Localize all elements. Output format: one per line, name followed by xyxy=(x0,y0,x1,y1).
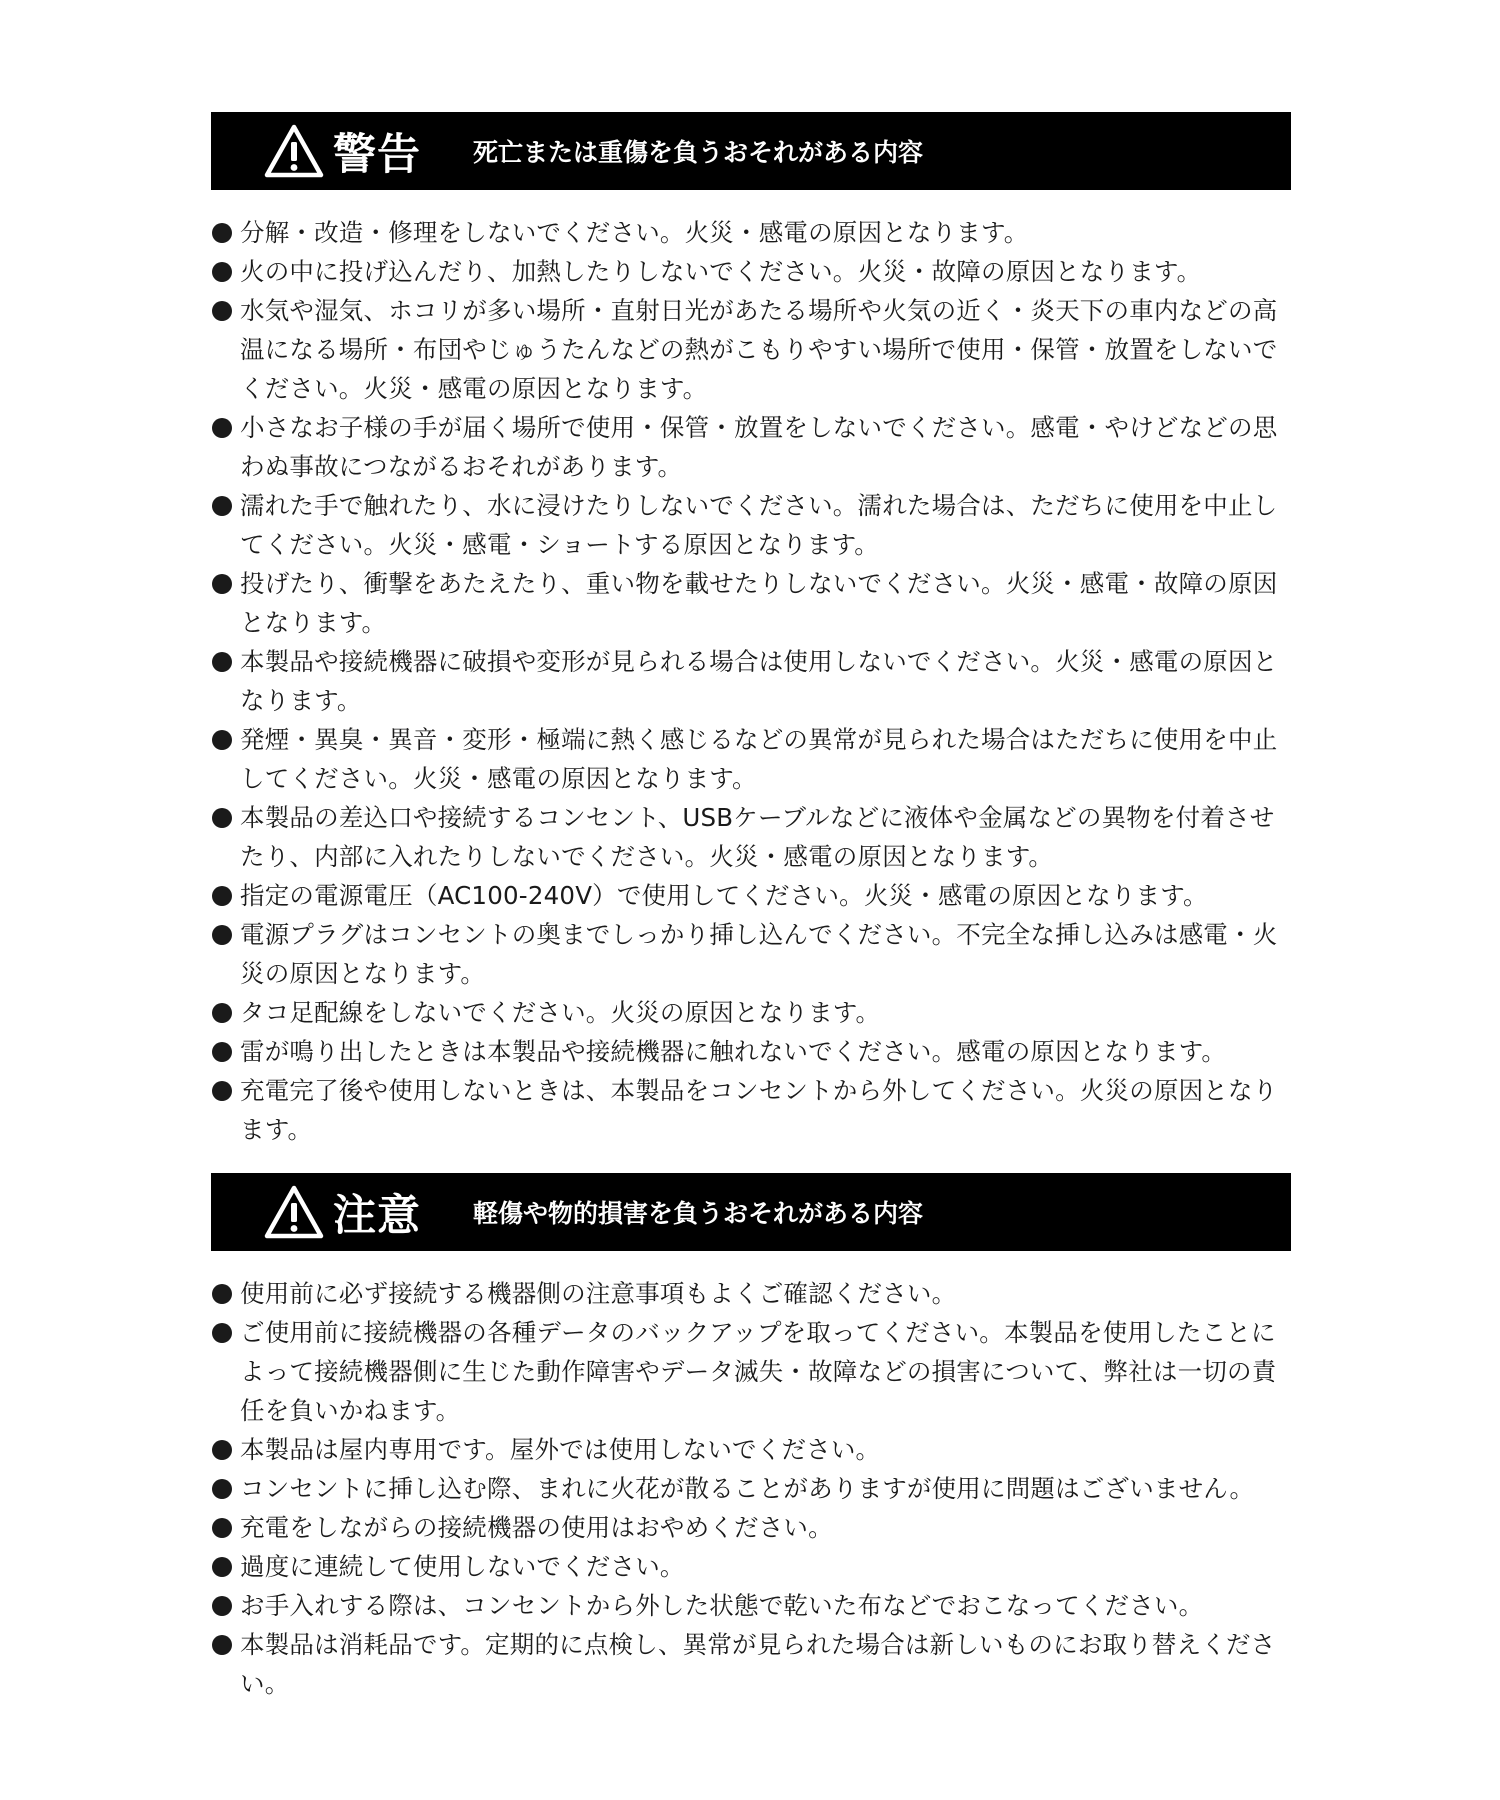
warning-item-text: タコ足配線をしないでください。火災の原因となります。 xyxy=(240,998,881,1027)
caution-item-text: 本製品は消耗品です。定期的に点検し、異常が見られた場合は新しいものにお取り替えください。 xyxy=(240,1630,1276,1698)
warning-subtitle: 死亡または重傷を負うおそれがある内容 xyxy=(473,138,924,167)
warning-item xyxy=(211,915,1291,993)
bullet-icon xyxy=(212,1635,232,1655)
caution-item xyxy=(211,1586,1291,1625)
warning-item xyxy=(211,213,1291,252)
warning-item xyxy=(211,1032,1291,1071)
warning-item-text: 水気や湿気、ホコリが多い場所・直射日光があたる場所や火気の近く・炎天下の車内などの高温になる場所・布団やじゅうたんなどの熱がこもりやすい場所で使用・保管・放置をしないでください。火災・感電の原因となります。 xyxy=(240,296,1278,403)
warning-item-text: 分解・改造・修理をしないでください。火災・感電の原因となります。 xyxy=(240,218,1029,247)
bullet-icon xyxy=(212,925,232,945)
caution-item xyxy=(211,1430,1291,1469)
bullet-icon xyxy=(212,574,232,594)
bullet-icon xyxy=(212,1323,232,1343)
warning-item-text: 火の中に投げ込んだり、加熱したりしないでください。火災・故障の原因となります。 xyxy=(240,257,1202,286)
warning-item-text: 小さなお子様の手が届く場所で使用・保管・放置をしないでください。感電・やけどなどの思わぬ事故につながるおそれがあります。 xyxy=(240,413,1278,481)
warning-item-text: 本製品の差込口や接続するコンセント、USBケーブルなどに液体や金属などの異物を付着させたり、内部に入れたりしないでください。火災・感電の原因となります。 xyxy=(240,803,1275,871)
bullet-icon xyxy=(212,301,232,321)
safety-page xyxy=(211,112,1291,1703)
caution-item-text: ご使用前に接続機器の各種データのバックアップを取ってください。本製品を使用したことによって接続機器側に生じた動作障害やデータ滅失・故障などの損害について、弊社は一切の責任を負いかねます。 xyxy=(240,1318,1277,1425)
caution-item xyxy=(211,1313,1291,1430)
bullet-icon xyxy=(212,1596,232,1616)
caution-item-text: お手入れする際は、コンセントから外した状態で乾いた布などでおこなってください。 xyxy=(240,1591,1204,1620)
warning-item-text: 濡れた手で触れたり、水に浸けたりしないでください。濡れた場合は、ただちに使用を中止してください。火災・感電・ショートする原因となります。 xyxy=(240,491,1278,559)
bullet-icon xyxy=(212,652,232,672)
warning-list xyxy=(211,213,1291,1149)
warning-item-text: 電源プラグはコンセントの奥までしっかり挿し込んでください。不完全な挿し込みは感電・火災の原因となります。 xyxy=(240,920,1278,988)
warning-triangle-icon xyxy=(263,123,325,179)
caution-item-text: コンセントに挿し込む際、まれに火花が散ることがありますが使用に問題はございません。 xyxy=(240,1474,1255,1503)
bullet-icon xyxy=(212,1518,232,1538)
caution-item-text: 充電をしながらの接続機器の使用はおやめください。 xyxy=(240,1513,833,1542)
warning-banner xyxy=(211,112,1291,190)
warning-item xyxy=(211,798,1291,876)
warning-item xyxy=(211,252,1291,291)
warning-item xyxy=(211,1071,1291,1149)
bullet-icon xyxy=(212,1003,232,1023)
caution-item-text: 過度に連続して使用しないでください。 xyxy=(240,1552,685,1581)
caution-item-text: 本製品は屋内専用です。屋外では使用しないでください。 xyxy=(240,1435,881,1464)
bullet-icon xyxy=(212,1081,232,1101)
caution-title: 注意 xyxy=(333,1190,421,1241)
bullet-icon xyxy=(212,1440,232,1460)
warning-item xyxy=(211,993,1291,1032)
bullet-icon xyxy=(212,418,232,438)
warning-item xyxy=(211,408,1291,486)
caution-item xyxy=(211,1625,1291,1703)
bullet-icon xyxy=(212,730,232,750)
warning-item-text: 雷が鳴り出したときは本製品や接続機器に触れないでください。感電の原因となります。 xyxy=(240,1037,1227,1066)
warning-item xyxy=(211,564,1291,642)
warning-item-text: 投げたり、衝撃をあたえたり、重い物を載せたりしないでください。火災・感電・故障の原因となります。 xyxy=(240,569,1278,637)
bullet-icon xyxy=(212,1284,232,1304)
caution-item-text: 使用前に必ず接続する機器側の注意事項もよくご確認ください。 xyxy=(240,1279,957,1308)
bullet-icon xyxy=(212,808,232,828)
warning-item xyxy=(211,486,1291,564)
caution-item xyxy=(211,1547,1291,1586)
bullet-icon xyxy=(212,1042,232,1062)
warning-item-text: 本製品や接続機器に破損や変形が見られる場合は使用しないでください。火災・感電の原因となります。 xyxy=(240,647,1278,715)
warning-item xyxy=(211,291,1291,408)
bullet-icon xyxy=(212,223,232,243)
bullet-icon xyxy=(212,262,232,282)
warning-item xyxy=(211,876,1291,915)
warning-item xyxy=(211,642,1291,720)
caution-item xyxy=(211,1469,1291,1508)
caution-triangle-icon xyxy=(263,1184,325,1240)
bullet-icon xyxy=(212,1557,232,1577)
caution-subtitle: 軽傷や物的損害を負うおそれがある内容 xyxy=(473,1199,924,1228)
warning-item-text: 充電完了後や使用しないときは、本製品をコンセントから外してください。火災の原因となります。 xyxy=(240,1076,1278,1144)
warning-item-text: 発煙・異臭・異音・変形・極端に熱く感じるなどの異常が見られた場合はただちに使用を中止してください。火災・感電の原因となります。 xyxy=(240,725,1278,793)
caution-banner xyxy=(211,1173,1291,1251)
caution-item xyxy=(211,1508,1291,1547)
warning-title: 警告 xyxy=(333,129,421,180)
caution-item xyxy=(211,1274,1291,1313)
warning-item-text: 指定の電源電圧（AC100-240V）で使用してください。火災・感電の原因となります。 xyxy=(240,881,1208,910)
bullet-icon xyxy=(212,1479,232,1499)
bullet-icon xyxy=(212,496,232,516)
warning-item xyxy=(211,720,1291,798)
caution-list xyxy=(211,1274,1291,1703)
bullet-icon xyxy=(212,886,232,906)
